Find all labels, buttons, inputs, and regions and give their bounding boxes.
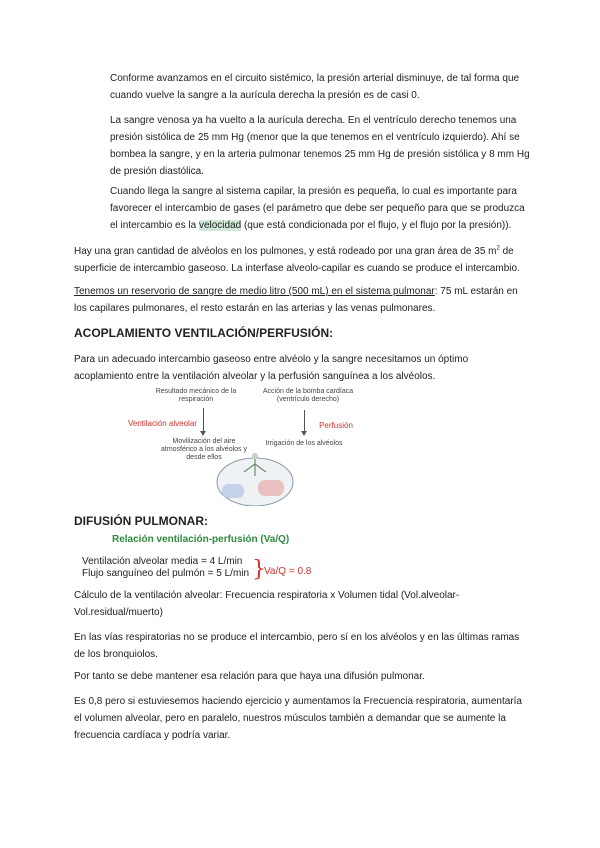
diagram-right-arrow — [304, 410, 305, 432]
diagram-right-label: Perfusión — [319, 421, 353, 430]
paragraph-alveoli — [74, 243, 530, 277]
p5-rest: : 75 mL estarán en los capilares pulmonares, el resto estarán en las arterias y las venas pulmonares. — [74, 286, 518, 314]
highlight-velocidad: velocidad — [198, 220, 242, 231]
paragraph-pressure-decrease: Conforme avanzamos en el circuito sistémico, la presión arterial disminuye, de tal forma que cuando vuelve la sangre a la aurícula derecha la presión es de casi 0. — [110, 73, 520, 101]
ventilation-perfusion-diagram — [128, 388, 370, 506]
p4-superscript: 2 — [496, 245, 500, 252]
ratio-line-ventilation: Ventilación alveolar media = 4 L/min — [82, 556, 243, 567]
paragraph-reservoir — [74, 283, 530, 317]
paragraph-alveolar-ventilation-calc: Cálculo de la ventilación alveolar: Frecuencia respiratoria x Volumen tidal (Vol.alveolar-Vol.residual/muerto) — [74, 590, 460, 618]
ratio-value: Va/Q = 0.8 — [264, 566, 312, 577]
diagram-left-label: Ventilación alveolar — [128, 419, 197, 428]
p3-text-b: (que está condicionada por el flujo, y el flujo por la presión)). — [241, 220, 512, 231]
alveolus-illustration-icon — [210, 450, 300, 506]
ratio-title: Relación ventilación-perfusión (Va/Q) — [112, 534, 290, 545]
p4-text-a: Hay una gran cantidad de alvéolos en los pulmones, y está rodeado por una gran área de 35 m — [74, 246, 497, 257]
ratio-line-blood-flow: Flujo sanguíneo del pulmón = 5 L/min — [82, 568, 250, 579]
p5-underlined: Tenemos un reservorio de sangre de medio litro (500 mL) en el sistema pulmonar — [74, 286, 435, 297]
diagram-left-arrow — [203, 408, 204, 432]
diagram-left-top: Resultado mecánico de la respiración — [155, 388, 237, 403]
paragraph-airways: En las vías respiratorias no se produce el intercambio, pero sí en los alvéolos y en las últimas ramas de los bronquiolos. — [74, 632, 520, 660]
heading-difusion: DIFUSIÓN PULMONAR: — [74, 514, 208, 528]
paragraph-acoplamiento: Para un adecuado intercambio gaseoso entre alvéolo y la sangre necesitamos un óptimo acoplamiento entre la ventilación alveolar y la perfusión sanguínea a los alvéolos. — [74, 354, 469, 382]
diagram-left-bottom: Movilización del aire atmosférico a los alvéolos y desde ellos — [161, 438, 247, 461]
diagram-right-top: Acción de la bomba cardíaca (ventrículo derecho) — [262, 388, 354, 403]
paragraph-right-ventricle: La sangre venosa ya ha vuelto a la aurícula derecha. En el ventrículo derecho tenemos una presión sistólica de 25 mm Hg (menor que la que tenemos en el ventrículo izquierdo). Ahí se bombea la sangre, y en la arteria pulmonar tenemos 25 mm Hg de presión sistólica y 8 mm Hg de presión diastólica. — [110, 115, 530, 177]
paragraph-capillary-system — [110, 183, 530, 234]
diagram-right-bottom: Irrigación de los alvéolos — [265, 440, 343, 447]
ventilation-perfusion-ratio — [82, 534, 322, 584]
paragraph-exercise: Es 0,8 pero si estuviesemos haciendo ejercicio y aumentamos la Frecuencia respiratoria, aumentaría el volumen alveolar, pero en paralelo, nuestros músculos también a demandar que se aumente la frecuencia cardíaca y podría variar. — [74, 696, 522, 741]
p4-text-b: de superficie de intercambio gaseoso. La interfase alveolo-capilar es cuando se produce el intercambio. — [74, 246, 520, 274]
paragraph-maintain-ratio: Por tanto se debe mantener esa relación para que haya una difusión pulmonar. — [74, 671, 425, 682]
heading-acoplamiento: ACOPLAMIENTO VENTILACIÓN/PERFUSIÓN: — [74, 326, 334, 340]
ratio-brace-icon: } — [252, 557, 266, 582]
p3-text-a: Cuando llega la sangre al sistema capilar, la presión es pequeña, lo cual es importante para favorecer el intercambio de gases (el parámetro que debe ser pequeño para que se produzca el intercambio es la — [110, 186, 525, 231]
